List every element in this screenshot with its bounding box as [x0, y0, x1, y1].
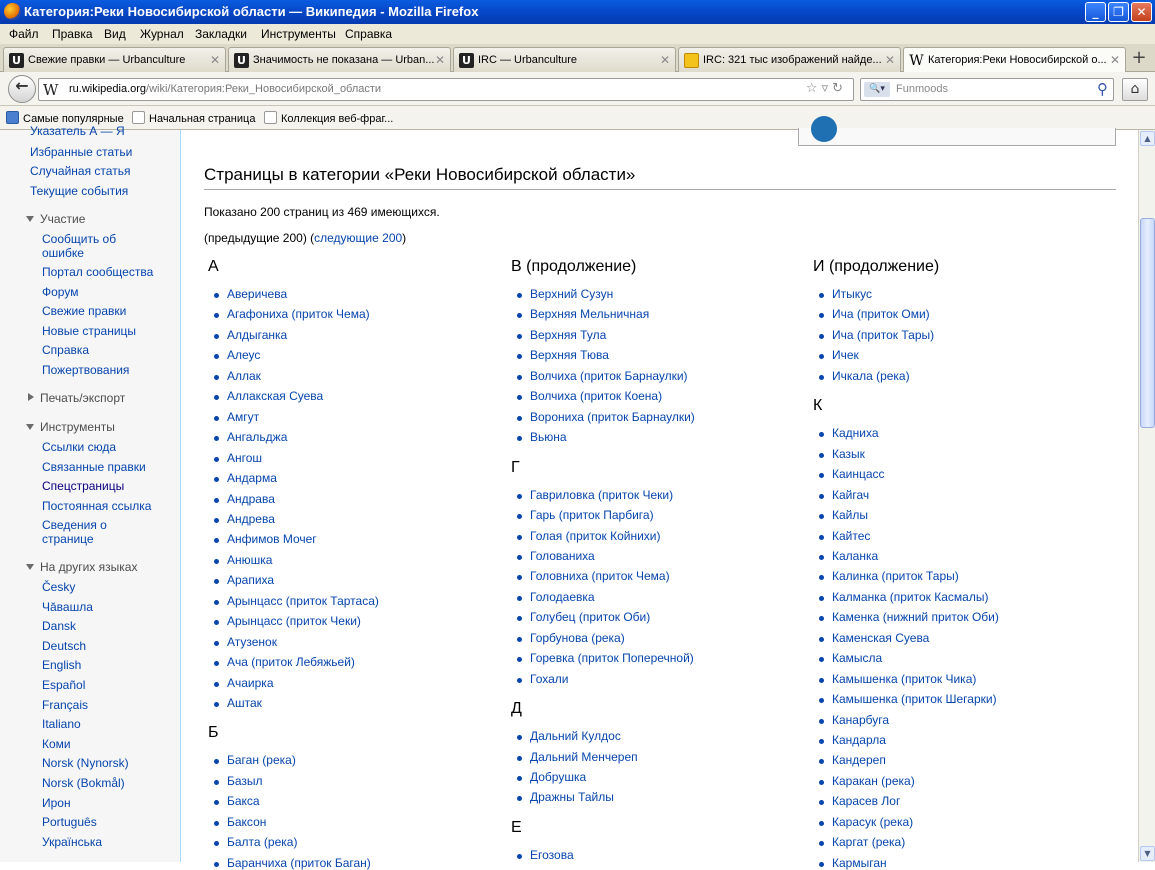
tab-close-icon[interactable]: ✕ — [434, 53, 445, 67]
category-member-link[interactable]: Аллак — [227, 368, 261, 383]
category-member-link[interactable]: Анюшка — [227, 552, 273, 567]
category-member-link[interactable]: Андрева — [227, 511, 275, 526]
category-member-link[interactable]: Ачаирка — [227, 675, 274, 690]
search-input[interactable]: Funmoods — [896, 83, 948, 95]
tab-recent-changes[interactable] — [3, 47, 226, 72]
language-link[interactable]: Português — [42, 815, 97, 830]
category-member-link[interactable]: Атузенок — [227, 634, 277, 649]
sidebar-help[interactable]: Справка — [42, 343, 90, 357]
category-member-link[interactable]: Верхняя Мельничная — [530, 307, 650, 322]
category-member-link[interactable]: Аллакская Суева — [227, 389, 324, 404]
menu-tools[interactable]: Инструменты — [261, 27, 336, 41]
category-member-link[interactable]: Аверичева — [227, 287, 288, 301]
pagination: (предыдущие 200) (следующие 200) — [204, 231, 407, 245]
firefox-icon — [4, 3, 21, 20]
category-member-link[interactable]: Каменка (нижний приток Оби) — [832, 610, 999, 625]
language-link[interactable]: Чăвашла — [42, 599, 93, 614]
minimize-button[interactable]: _ — [1085, 2, 1106, 22]
letter-heading: И (продолжение) — [813, 258, 940, 275]
category-member-link[interactable]: Андарма — [227, 471, 277, 486]
category-member-link[interactable]: Балта (река) — [227, 835, 298, 850]
sidebar-index[interactable]: Указатель А — Я — [30, 124, 125, 138]
category-member-link[interactable]: Ича (приток Тары) — [832, 327, 935, 342]
tab-label: Значимость не показана — Urban... — [253, 54, 435, 66]
sidebar-recent-changes[interactable]: Свежие правки — [42, 304, 127, 318]
scroll-up-arrow-icon[interactable]: ▲ — [1140, 131, 1155, 146]
category-member-link[interactable]: Карасев Лог — [832, 794, 901, 809]
category-member-link[interactable]: Голованиха — [530, 548, 595, 563]
category-member-link[interactable]: Егозова — [530, 847, 574, 862]
category-member-link[interactable]: Гавриловка (приток Чеки) — [530, 487, 674, 502]
new-tab-button[interactable]: + — [1131, 47, 1147, 68]
sidebar-special-pages[interactable]: Спецстраницы — [42, 479, 125, 493]
letter-heading: Е — [511, 818, 522, 836]
category-member-link[interactable]: Кармыган — [832, 855, 887, 870]
category-member-link[interactable]: Каракан (река) — [832, 773, 915, 788]
language-link[interactable]: Norsk (Bokmål) — [42, 776, 125, 790]
next-200-link[interactable]: следующие 200 — [314, 231, 403, 245]
language-link[interactable]: Dansk — [42, 619, 77, 634]
sidebar-header-participation[interactable]: Участие — [26, 212, 85, 226]
menu-history[interactable]: Журнал — [140, 27, 184, 41]
tab-close-icon[interactable]: ✕ — [659, 53, 670, 67]
url-text[interactable]: ru.wikipedia.org/wiki/Категория:Реки_Новосибирской_области — [69, 83, 382, 95]
category-member-link[interactable]: Голубец (приток Оби) — [530, 610, 651, 625]
letter-heading: Б — [208, 724, 219, 742]
letter-heading: В (продолжение) — [511, 258, 637, 275]
menu-view[interactable]: Вид — [104, 27, 126, 41]
sidebar-new-pages[interactable]: Новые страницы — [42, 324, 137, 338]
language-link[interactable]: Ирон — [42, 795, 71, 810]
category-member-link[interactable]: Арапиха — [227, 573, 275, 588]
navigation-bar — [0, 72, 1155, 106]
sidebar-current-events[interactable]: Текущие события — [30, 184, 129, 198]
category-member-link[interactable]: Верхняя Тула — [530, 327, 607, 342]
irc-icon — [684, 53, 699, 68]
category-member-link[interactable]: Добрушка — [530, 770, 587, 784]
sidebar-header-languages[interactable]: На других языках — [26, 560, 137, 574]
category-member-link[interactable]: Каинцасс — [832, 467, 885, 482]
sidebar-donations[interactable]: Пожертвования — [42, 363, 130, 377]
category-member-link[interactable]: Алеус — [227, 348, 261, 363]
tab-irc[interactable] — [453, 47, 676, 72]
category-member-link[interactable]: Гарь (приток Парбига) — [530, 508, 654, 523]
category-member-link[interactable]: Карасук (река) — [832, 814, 914, 829]
language-link[interactable]: Česky — [42, 580, 76, 594]
language-link[interactable]: Українська — [42, 834, 103, 849]
sidebar-featured[interactable]: Избранные статьи — [30, 145, 133, 159]
urbanculture-icon: U — [459, 53, 474, 68]
collapse-icon — [26, 424, 34, 430]
url-bar[interactable] — [38, 78, 854, 101]
category-member-link[interactable]: Ича (приток Оми) — [832, 307, 930, 322]
bookmark-star-icon[interactable]: ☆▿↻ — [805, 81, 847, 96]
letter-heading: Г — [511, 458, 520, 476]
top-info-box — [798, 128, 1116, 146]
wikipedia-icon: W — [909, 53, 924, 69]
category-member-link[interactable]: Ичек — [832, 348, 859, 363]
category-member-link[interactable]: Ангош — [227, 450, 263, 465]
letter-heading: Д — [511, 700, 522, 718]
search-box[interactable] — [860, 78, 1114, 101]
back-button[interactable]: ← — [8, 75, 36, 103]
scroll-thumb[interactable] — [1140, 218, 1155, 428]
tab-label: IRC — Urbanculture — [478, 54, 578, 66]
category-member-link[interactable]: Кайтес — [832, 528, 871, 543]
menu-bookmarks[interactable]: Закладки — [195, 27, 247, 41]
tab-label: Свежие правки — Urbanculture — [28, 54, 186, 66]
category-member-link[interactable]: Гохали — [530, 671, 569, 686]
scroll-down-arrow-icon[interactable]: ▼ — [1140, 846, 1155, 861]
tab-label: Категория:Реки Новосибирской о... — [928, 54, 1107, 66]
category-member-link[interactable]: Волчиха (приток Барнаулки) — [530, 368, 688, 383]
category-member-link[interactable]: Каменская Суева — [832, 630, 930, 645]
tab-label: IRC: 321 тыс изображений найде... — [703, 54, 882, 66]
category-member-link[interactable]: Базыл — [227, 773, 263, 788]
category-member-link[interactable]: Арынцасс (приток Чеки) — [227, 614, 361, 629]
sidebar-related-changes[interactable]: Связанные правки — [42, 460, 146, 474]
tab-irc-images[interactable] — [678, 47, 901, 72]
wiki-sidebar — [0, 124, 180, 862]
sidebar-header-tools[interactable]: Инструменты — [26, 420, 115, 434]
category-member-link[interactable]: Аштак — [227, 696, 262, 710]
language-link[interactable]: Français — [42, 697, 89, 712]
home-button[interactable]: ⌂ — [1122, 78, 1148, 101]
category-member-link[interactable]: Баксон — [227, 814, 267, 829]
category-member-link[interactable]: Андрава — [227, 491, 275, 506]
sidebar-report-error[interactable]: Сообщить об — [42, 232, 117, 246]
category-member-link[interactable]: Кайлы — [832, 508, 868, 523]
tab-notability[interactable] — [228, 47, 451, 72]
expand-icon — [28, 393, 34, 401]
wikipedia-favicon-icon: W — [43, 81, 59, 99]
sidebar-community-portal[interactable]: Портал сообщества — [42, 265, 154, 279]
tab-close-icon[interactable]: ✕ — [1109, 53, 1120, 67]
bookmark-start-page[interactable]: Начальная страница — [132, 111, 255, 125]
category-heading: Страницы в категории «Реки Новосибирской области» — [204, 165, 1116, 190]
letter-heading: А — [208, 258, 219, 275]
maximize-button[interactable]: ❐ — [1108, 2, 1129, 22]
language-link[interactable]: English — [42, 658, 82, 673]
collapse-icon — [26, 564, 34, 570]
sidebar-what-links-here[interactable]: Ссылки сюда — [42, 440, 116, 454]
sidebar-page-info-2[interactable]: странице — [42, 532, 94, 546]
category-member-link[interactable]: Голая (приток Койнихи) — [530, 528, 661, 543]
menu-help[interactable]: Справка — [345, 27, 393, 41]
category-member-link[interactable]: Итыкус — [832, 287, 872, 301]
tab-category-rivers[interactable] — [903, 47, 1126, 73]
category-member-link[interactable]: Кадниха — [832, 426, 879, 441]
category-member-link[interactable]: Анфимов Мочег — [227, 532, 317, 547]
menu-bar — [0, 24, 1155, 44]
category-member-link[interactable]: Канарбуга — [832, 712, 890, 727]
sidebar-header-print[interactable]: Печать/экспорт — [28, 391, 125, 405]
vertical-scrollbar[interactable] — [1138, 130, 1155, 862]
category-member-link[interactable]: Баган (река) — [227, 753, 296, 768]
language-link[interactable]: Italiano — [42, 717, 81, 732]
category-member-link[interactable]: Дальний Кулдос — [530, 729, 621, 744]
category-member-link[interactable]: Агафониха (приток Чема) — [227, 307, 370, 322]
category-member-link[interactable]: Бакса — [227, 794, 260, 809]
letter-heading: К — [813, 397, 823, 415]
category-member-link[interactable]: Арынцасс (приток Тартаса) — [227, 593, 379, 608]
category-member-link[interactable]: Кандарла — [832, 733, 886, 747]
category-member-link[interactable]: Амгут — [227, 409, 260, 424]
language-link[interactable]: Norsk (Nynorsk) — [42, 756, 129, 771]
category-member-link[interactable]: Камысла — [832, 651, 883, 666]
category-member-link[interactable]: Ворониха (приток Барнаулки) — [530, 409, 695, 424]
category-member-link[interactable]: Ичкала (река) — [832, 368, 910, 383]
menu-file[interactable]: Файл — [9, 27, 39, 41]
tab-strip — [0, 44, 1155, 72]
category-member-link[interactable]: Кайгач — [832, 487, 870, 502]
category-member-link[interactable]: Дальний Менчереп — [530, 749, 638, 764]
category-member-link[interactable]: Камышенка (приток Шегарки) — [832, 692, 997, 707]
page-viewport — [0, 124, 1155, 870]
category-member-link[interactable]: Казык — [832, 446, 865, 461]
window-titlebar — [0, 0, 1155, 24]
category-member-link[interactable]: Калманка (приток Касмалы) — [832, 589, 989, 604]
category-member-link[interactable]: Ача (приток Лебяжьей) — [227, 655, 355, 670]
category-member-link[interactable]: Каланка — [832, 548, 879, 563]
menu-edit[interactable]: Правка — [52, 27, 93, 41]
page-icon — [264, 111, 277, 124]
bookmark-most-visited[interactable]: Самые популярные — [6, 111, 124, 125]
main-content — [180, 130, 1138, 870]
bookmarks-bar — [0, 106, 1155, 130]
category-member-link[interactable]: Дражны Тайлы — [530, 790, 614, 805]
bookmark-web-slices[interactable]: Коллекция веб-фраг... — [264, 111, 393, 125]
tab-close-icon[interactable]: ✕ — [209, 53, 220, 67]
category-member-link[interactable]: Каргат (река) — [832, 835, 906, 850]
portal-icon — [811, 116, 837, 142]
sidebar-page-info[interactable]: Сведения о — [42, 518, 107, 532]
category-member-link[interactable]: Горбунова (река) — [530, 630, 625, 645]
language-link[interactable]: Español — [42, 678, 86, 692]
urbanculture-icon: U — [234, 53, 249, 68]
collapse-icon — [26, 216, 34, 222]
category-member-link[interactable]: Верхний Сузун — [530, 287, 614, 301]
category-member-link[interactable]: Голодаевка — [530, 589, 595, 604]
category-member-link[interactable]: Алдыганка — [227, 327, 288, 342]
category-member-link[interactable]: Вьюна — [530, 430, 567, 445]
tab-close-icon[interactable]: ✕ — [884, 53, 895, 67]
sidebar-report-error-2[interactable]: ошибке — [42, 246, 84, 260]
language-link[interactable]: Коми — [42, 736, 71, 751]
category-member-link[interactable]: Баранчиха (приток Баган) — [227, 855, 371, 870]
sidebar-permanent-link[interactable]: Постоянная ссылка — [42, 499, 152, 513]
category-member-link[interactable]: Кандереп — [832, 753, 886, 768]
page-icon — [132, 111, 145, 124]
sidebar-forum[interactable]: Форум — [42, 285, 79, 299]
category-member-link[interactable]: Камышенка (приток Чика) — [832, 671, 977, 686]
category-member-link[interactable]: Волчиха (приток Коена) — [530, 389, 663, 404]
window-title: Категория:Реки Новосибирской области — Википедия - Mozilla Firefox — [24, 4, 479, 19]
category-member-link[interactable]: Ангальджа — [227, 430, 288, 445]
most-visited-icon — [6, 111, 19, 124]
search-engine-icon[interactable]: 🔍▾ — [864, 82, 890, 97]
sidebar-random[interactable]: Случайная статья — [30, 164, 131, 178]
category-member-link[interactable]: Верхняя Тюва — [530, 348, 609, 363]
search-icon[interactable]: ⚲ — [1097, 80, 1108, 98]
close-window-button[interactable]: ✕ — [1131, 2, 1152, 22]
category-member-link[interactable]: Калинка (приток Тары) — [832, 569, 959, 584]
urbanculture-icon: U — [9, 53, 24, 68]
category-member-link[interactable]: Горевка (приток Поперечной) — [530, 651, 694, 666]
language-link[interactable]: Deutsch — [42, 638, 87, 653]
pages-count: Показано 200 страниц из 469 имеющихся. — [204, 205, 440, 219]
category-member-link[interactable]: Головниха (приток Чема) — [530, 569, 670, 584]
